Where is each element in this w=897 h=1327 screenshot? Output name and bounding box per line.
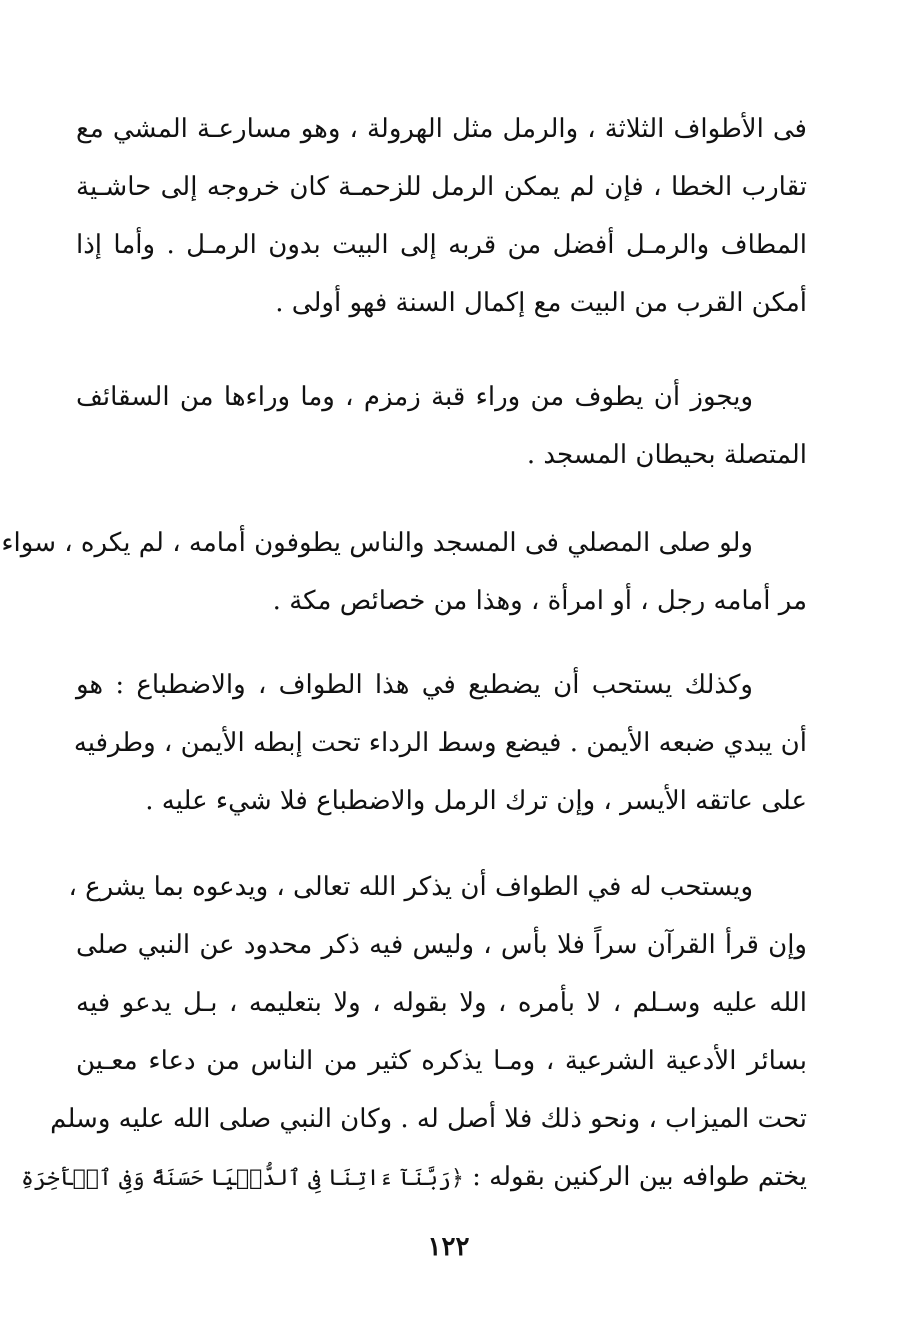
text-line: على عاتقه الأيسر ، وإن ترك الرمل والاضطباع فلا شيء عليه . bbox=[145, 786, 807, 816]
paragraph-1 bbox=[76, 100, 807, 332]
text-line: أن يبدي ضبعه الأيمن . فيضع وسط الرداء تحت إبطه الأيمن ، وطرفيه bbox=[73, 728, 807, 758]
text-line: وإن قرأ القرآن سراً فلا بأس ، وليس فيه ذكر محدود عن النبي صلى bbox=[76, 930, 807, 960]
text-line: ويجوز أن يطوف من وراء قبة زمزم ، وما وراءها من السقائف bbox=[76, 382, 753, 412]
text-line-with-quran bbox=[21, 1148, 807, 1206]
paragraph-5 bbox=[21, 858, 807, 1206]
quran-verse: ﴿رَبَّنَآ ءَاتِنَا فِى ٱلدُّنۡيَا حَسَنَةً وَفِى ٱلۡأَخِرَةِ bbox=[21, 1166, 464, 1191]
text-line: ويستحب له في الطواف أن يذكر الله تعالى ، ويدعوه بما يشرع ، bbox=[68, 872, 753, 902]
paragraph-4 bbox=[73, 656, 807, 830]
text-segment: يختم طوافه بين الركنين بقوله : bbox=[472, 1162, 807, 1192]
paragraph-2 bbox=[76, 368, 807, 484]
text-line: المطاف والرمـل أفضل من قربه إلى البيت بدون الرمـل . وأما إذا bbox=[76, 230, 807, 260]
text-line: تقارب الخطا ، فإن لم يمكن الرمل للزحمـة كان خروجه إلى حاشـية bbox=[76, 172, 807, 202]
text-line: المتصلة بحيطان المسجد . bbox=[526, 440, 807, 470]
text-line: وكذلك يستحب أن يضطبع في هذا الطواف ، والاضطباع : هو bbox=[76, 670, 753, 700]
page-number: ١٢٢ bbox=[427, 1232, 470, 1262]
text-line: فى الأطواف الثلاثة ، والرمل مثل الهرولة ، وهو مسارعـة المشي مع bbox=[76, 114, 807, 144]
text-line: بسائر الأدعية الشرعية ، ومـا يذكره كثير من الناس من دعاء معـين bbox=[76, 1046, 807, 1076]
text-line: الله عليه وسـلم ، لا بأمره ، ولا بقوله ، ولا بتعليمه ، بـل يدعو فيه bbox=[76, 988, 807, 1018]
text-line: تحت الميزاب ، ونحو ذلك فلا أصل له . وكان النبي صلى الله عليه وسلم bbox=[50, 1104, 807, 1134]
text-line: أمكن القرب من البيت مع إكمال السنة فهو أولى . bbox=[275, 288, 807, 318]
text-line: ولو صلى المصلي فى المسجد والناس يطوفون أمامه ، لم يكره ، سواء bbox=[1, 528, 753, 558]
paragraph-3 bbox=[1, 514, 807, 630]
text-line: مر أمامه رجل ، أو امرأة ، وهذا من خصائص مكة . bbox=[272, 586, 807, 616]
